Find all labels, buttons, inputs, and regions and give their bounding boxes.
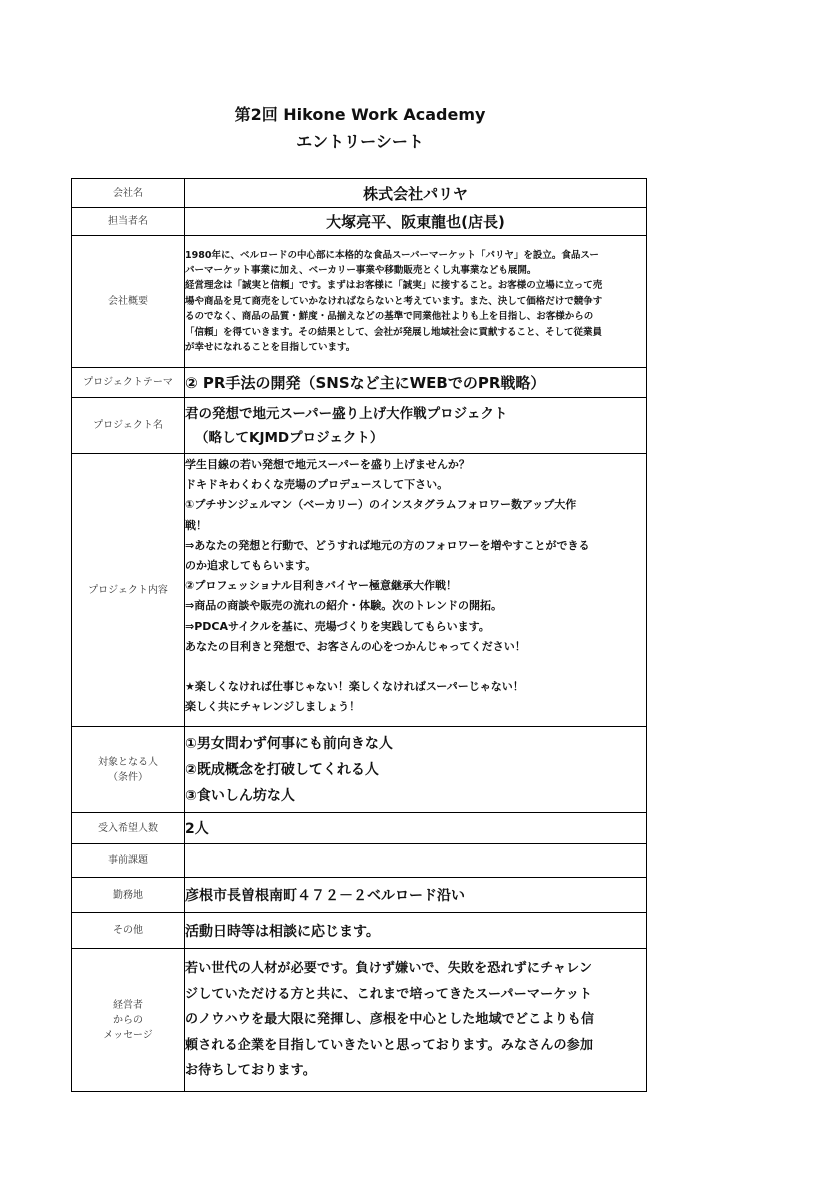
- label-message-line: メッセージ: [103, 1029, 153, 1041]
- label-overview: 会社概要: [72, 236, 185, 368]
- row-target: [72, 727, 647, 813]
- label-other: その他: [72, 913, 185, 949]
- label-target-line: （条件）: [108, 771, 148, 783]
- content-line: ⇒商品の商談や販売の流れの紹介・体験。次のトレンドの開拓。: [185, 599, 502, 613]
- overview-line: 場や商品を見て商売をしていかなければならないと考えています。また、決して価格だけで競争す: [185, 295, 603, 307]
- content-line: 戦！: [185, 518, 207, 532]
- content-line: ドキドキわくわくな売場のプロデュースして下さい。: [185, 478, 449, 492]
- value-message: [185, 949, 647, 1092]
- content-line: ⇒あなたの発想と行動で、どうすれば地元の方のフォロワーを増やすことができる: [185, 538, 590, 552]
- content-line: 学生目線の若い発想で地元スーパーを盛り上げませんか？: [185, 458, 470, 471]
- row-location: [72, 878, 647, 913]
- content-line: 楽しく共にチャレンジしましょう！: [185, 700, 361, 714]
- value-target: [185, 727, 647, 813]
- overview-line: 経営理念は「誠実と信頼」です。まずはお客様に「誠実」に接すること。お客様の立場に立って売: [185, 280, 603, 292]
- value-headcount: 2人: [185, 813, 647, 844]
- value-other: 活動日時等は相談に応じます。: [185, 913, 647, 949]
- row-project-name: [72, 398, 647, 454]
- label-message-line: 経営者: [113, 999, 143, 1011]
- overview-line: 「信頼」を得ていきます。その結果として、会社が発展し地域社会に貢献すること、そして従業員: [185, 326, 603, 338]
- label-message-line: からの: [113, 1014, 143, 1026]
- message-line: のノウハウを最大限に発揮し、彦根を中心とした地域でどこよりも信: [185, 1012, 595, 1027]
- label-message: [72, 949, 185, 1092]
- content-blank-line: [185, 657, 646, 677]
- target-line: ②既成概念を打破してくれる人: [185, 761, 379, 778]
- overview-line: るのでなく、商品の品質・鮮度・品揃えなどの基準で同業他社よりも上を目指し、お客様からの: [185, 311, 594, 323]
- row-company: [72, 179, 647, 208]
- label-company: 会社名: [72, 179, 185, 208]
- project-name-line: （略してKJMDプロジェクト）: [195, 429, 384, 446]
- row-theme: [72, 368, 647, 398]
- value-overview: [185, 236, 647, 368]
- label-contact: 担当者名: [72, 208, 185, 236]
- value-project-name: [185, 398, 647, 454]
- label-theme: プロジェクトテーマ: [72, 368, 185, 398]
- target-line: ①男女問わず何事にも前向きな人: [185, 735, 393, 752]
- row-project-content: [72, 454, 647, 727]
- row-assignment: [72, 844, 647, 878]
- row-other: [72, 913, 647, 949]
- content-line: ⇒PDCAサイクルを基に、売場づくりを実践してもらいます。: [185, 619, 490, 633]
- label-headcount: 受入希望人数: [72, 813, 185, 844]
- value-contact: 大塚亮平、阪東龍也(店長): [185, 208, 647, 236]
- overview-line: パーマーケット事業に加え、ベーカリー事業や移動販売とくし丸事業なども展開。: [185, 264, 537, 276]
- content-line: ★楽しくなければ仕事じゃない！楽しくなければスーパーじゃない！: [185, 680, 524, 694]
- value-theme: ② PR手法の開発（SNSなど主にWEBでのPR戦略）: [185, 368, 647, 398]
- message-line: お待ちしております。: [185, 1063, 316, 1078]
- target-line: ③食いしん坊な人: [185, 787, 295, 804]
- value-assignment: [185, 844, 647, 878]
- page-title: 第2回 Hikone Work Academy: [234, 105, 486, 124]
- label-target: [72, 727, 185, 813]
- entry-sheet-table: [71, 178, 647, 1092]
- value-location: 彦根市長曽根南町４７２－２ベルロード沿い: [185, 878, 647, 913]
- row-contact: [72, 208, 647, 236]
- message-line: 若い世代の人材が必要です。負けず嫌いで、失敗を恐れずにチャレン: [185, 961, 593, 976]
- label-assignment: 事前課題: [72, 844, 185, 878]
- overview-line: が幸せになれることを目指しています。: [185, 342, 356, 354]
- message-line: 頼される企業を目指していきたいと思っております。みなさんの参加: [185, 1037, 594, 1053]
- content-line: のか追求してもらいます。: [185, 559, 317, 573]
- label-target-line: 対象となる人: [98, 756, 158, 768]
- message-line: ジしていただける方と共に、これまで培ってきたスーパーマーケット: [185, 986, 593, 1002]
- content-line: ①プチサンジェルマン（ベーカリー）のインスタグラムフォロワー数アップ大作: [185, 498, 577, 512]
- page-subtitle: エントリーシート: [296, 132, 424, 151]
- content-line: ②プロフェッショナル目利きバイヤー極意継承大作戦！: [185, 579, 457, 593]
- row-message: [72, 949, 647, 1092]
- row-headcount: [72, 813, 647, 844]
- overview-line: 1980年に、ベルロードの中心部に本格的な食品スーパーマーケット「パリヤ」を設立。食品スー: [185, 249, 599, 261]
- content-line: あなたの目利きと発想で、お客さんの心をつかんじゃってください！: [185, 639, 526, 653]
- value-company: 株式会社パリヤ: [185, 179, 647, 208]
- label-project-content: プロジェクト内容: [72, 454, 185, 727]
- label-location: 勤務地: [72, 878, 185, 913]
- project-name-line: 君の発想で地元スーパー盛り上げ大作戦プロジェクト: [185, 405, 508, 422]
- label-project-name: プロジェクト名: [72, 398, 185, 454]
- row-overview: [72, 236, 647, 368]
- value-project-content: [185, 454, 647, 727]
